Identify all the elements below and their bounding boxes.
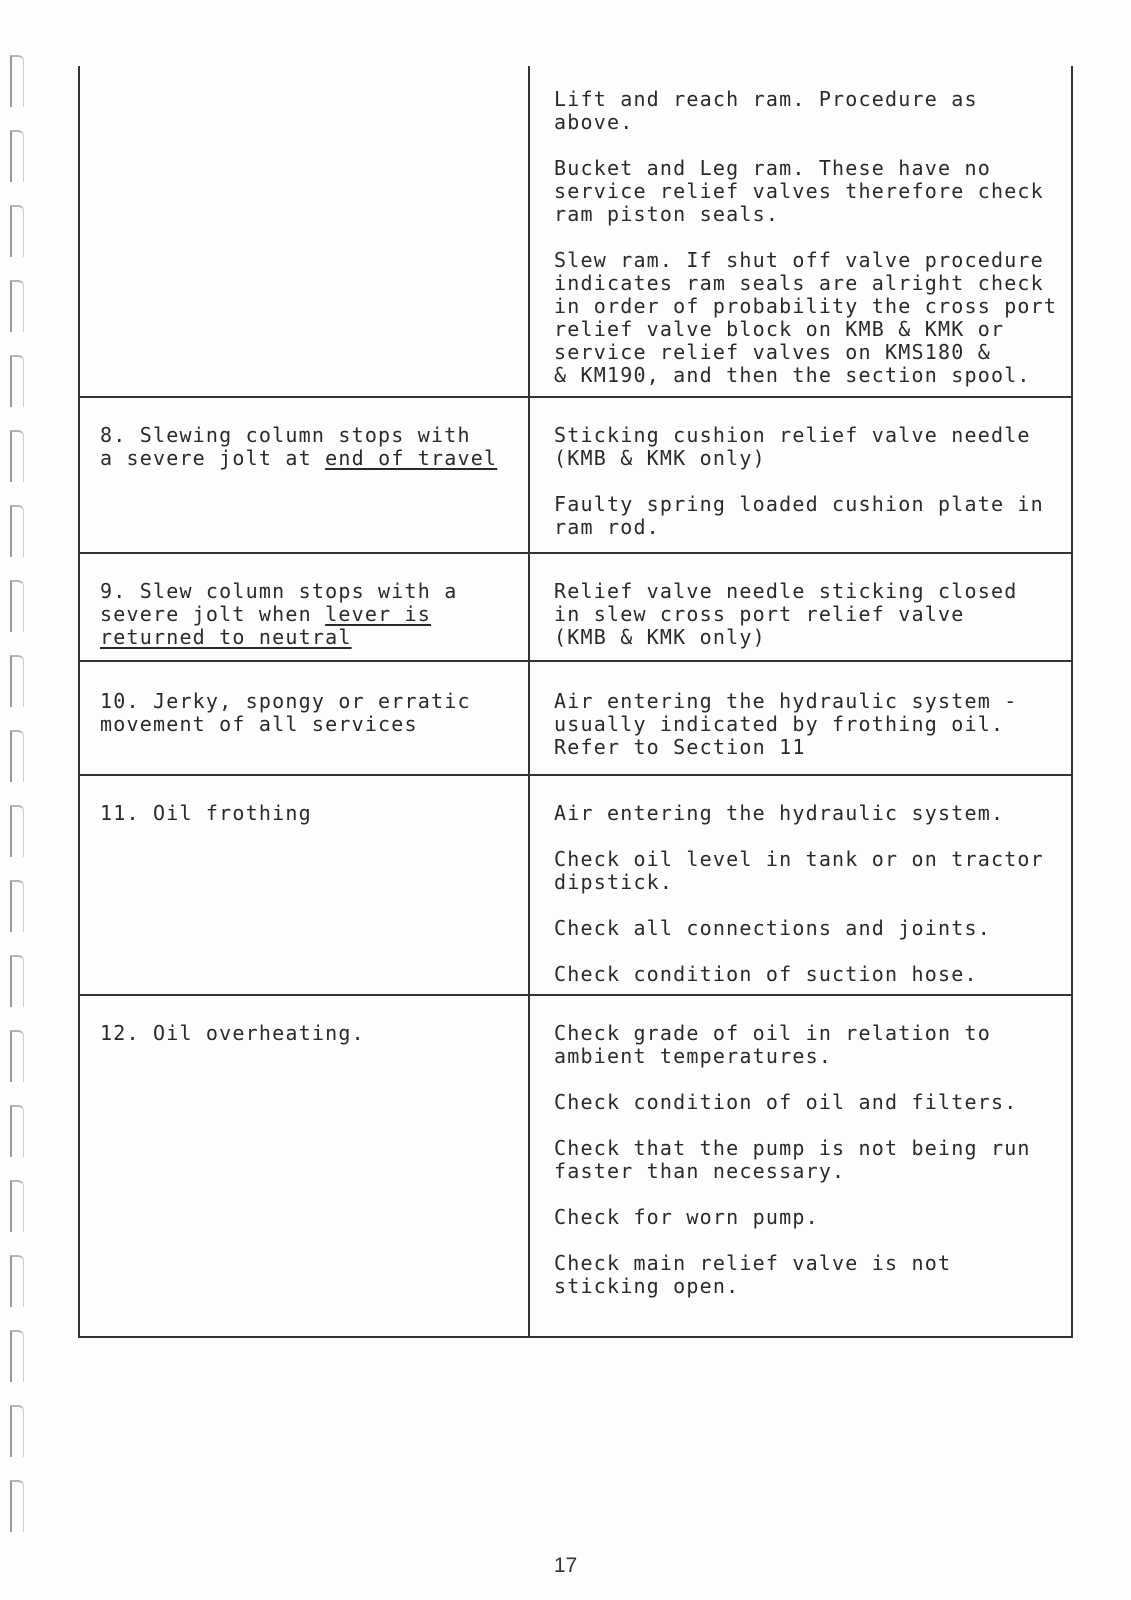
remedy-paragraph: Check oil level in tank or on tractor dipstick. [554, 847, 1044, 894]
binding-hole-mark [10, 1180, 24, 1232]
binding-hole-mark [10, 1255, 24, 1307]
binding-hole-mark [10, 280, 24, 332]
remedy-cell [554, 88, 1074, 387]
fault-cell [100, 580, 520, 649]
remedy-paragraph: Relief valve needle sticking closed in slew cross port relief valve (KMB & KMK only) [554, 579, 1018, 649]
binding-hole-mark [10, 655, 24, 707]
remedy-cell [554, 424, 1074, 539]
binding-hole-mark [10, 880, 24, 932]
troubleshooting-table [78, 66, 1073, 1338]
fault-text-underlined: end of travel [325, 446, 498, 470]
remedy-cell [554, 802, 1074, 986]
binding-hole-mark [10, 205, 24, 257]
remedy-cell [554, 1022, 1074, 1298]
remedy-paragraph: Air entering the hydraulic system. [554, 801, 1005, 825]
remedy-paragraph: Check condition of suction hose. [554, 962, 978, 986]
remedy-paragraph: Check that the pump is not being run faster than necessary. [554, 1136, 1031, 1183]
remedy-paragraph: Air entering the hydraulic system - usually indicated by frothing oil. Refer to Section 11 [554, 689, 1018, 759]
remedy-paragraph: Sticking cushion relief valve needle (KMB & KMK only) [554, 423, 1031, 470]
binding-hole-mark [10, 1030, 24, 1082]
table-row [80, 554, 1071, 662]
page-number: 17 [553, 1554, 578, 1577]
remedy-paragraph: Faulty spring loaded cushion plate in ram rod. [554, 492, 1044, 539]
remedy-paragraph: Slew ram. If shut off valve procedure indicates ram seals are alright check in order of probability the cross port relief valve block on KMB & KMK or service relief valves on KMS180 & & KM190, and then the section spool. [554, 248, 1058, 387]
table-row [80, 996, 1071, 1336]
remedy-paragraph: Check all connections and joints. [554, 916, 991, 940]
binding-hole-mark [10, 430, 24, 482]
binding-hole-mark [10, 805, 24, 857]
fault-text: 8. Slewing column stops with a severe jolt at [100, 423, 471, 470]
binding-hole-mark [10, 130, 24, 182]
binding-hole-mark [10, 580, 24, 632]
binding-hole-mark [10, 1105, 24, 1157]
binding-hole-mark [10, 55, 24, 107]
remedy-paragraph: Check condition of oil and filters. [554, 1090, 1018, 1114]
binding-hole-mark [10, 355, 24, 407]
fault-text: 9. Slew column stops with a severe jolt when [100, 579, 458, 626]
binding-hole-mark [10, 1330, 24, 1382]
binding-hole-mark [10, 1405, 24, 1457]
binding-hole-mark [10, 730, 24, 782]
fault-cell [100, 424, 520, 470]
table-row [80, 776, 1071, 996]
remedy-paragraph: Check main relief valve is not sticking open. [554, 1251, 952, 1298]
remedy-paragraph: Check grade of oil in relation to ambient temperatures. [554, 1021, 991, 1068]
fault-cell: 11. Oil frothing [100, 801, 312, 825]
remedy-paragraph: Bucket and Leg ram. These have no service relief valves therefore check ram piston seals. [554, 156, 1044, 226]
remedy-paragraph: Check for worn pump. [554, 1205, 819, 1229]
fault-text-underlined: returned to neutral [100, 625, 352, 649]
remedy-cell [554, 580, 1074, 649]
binding-hole-mark [10, 505, 24, 557]
binding-hole-mark [10, 1480, 24, 1532]
table-row [80, 662, 1071, 776]
remedy-paragraph: Lift and reach ram. Procedure as above. [554, 87, 978, 134]
fault-text-underlined: lever is [325, 602, 432, 626]
binding-holes [0, 0, 40, 1600]
remedy-cell [554, 690, 1074, 759]
fault-cell: 12. Oil overheating. [100, 1021, 365, 1045]
binding-hole-mark [10, 955, 24, 1007]
table-row [80, 66, 1071, 398]
table-row [80, 398, 1071, 554]
fault-cell: 10. Jerky, spongy or erratic movement of all services [100, 689, 471, 736]
